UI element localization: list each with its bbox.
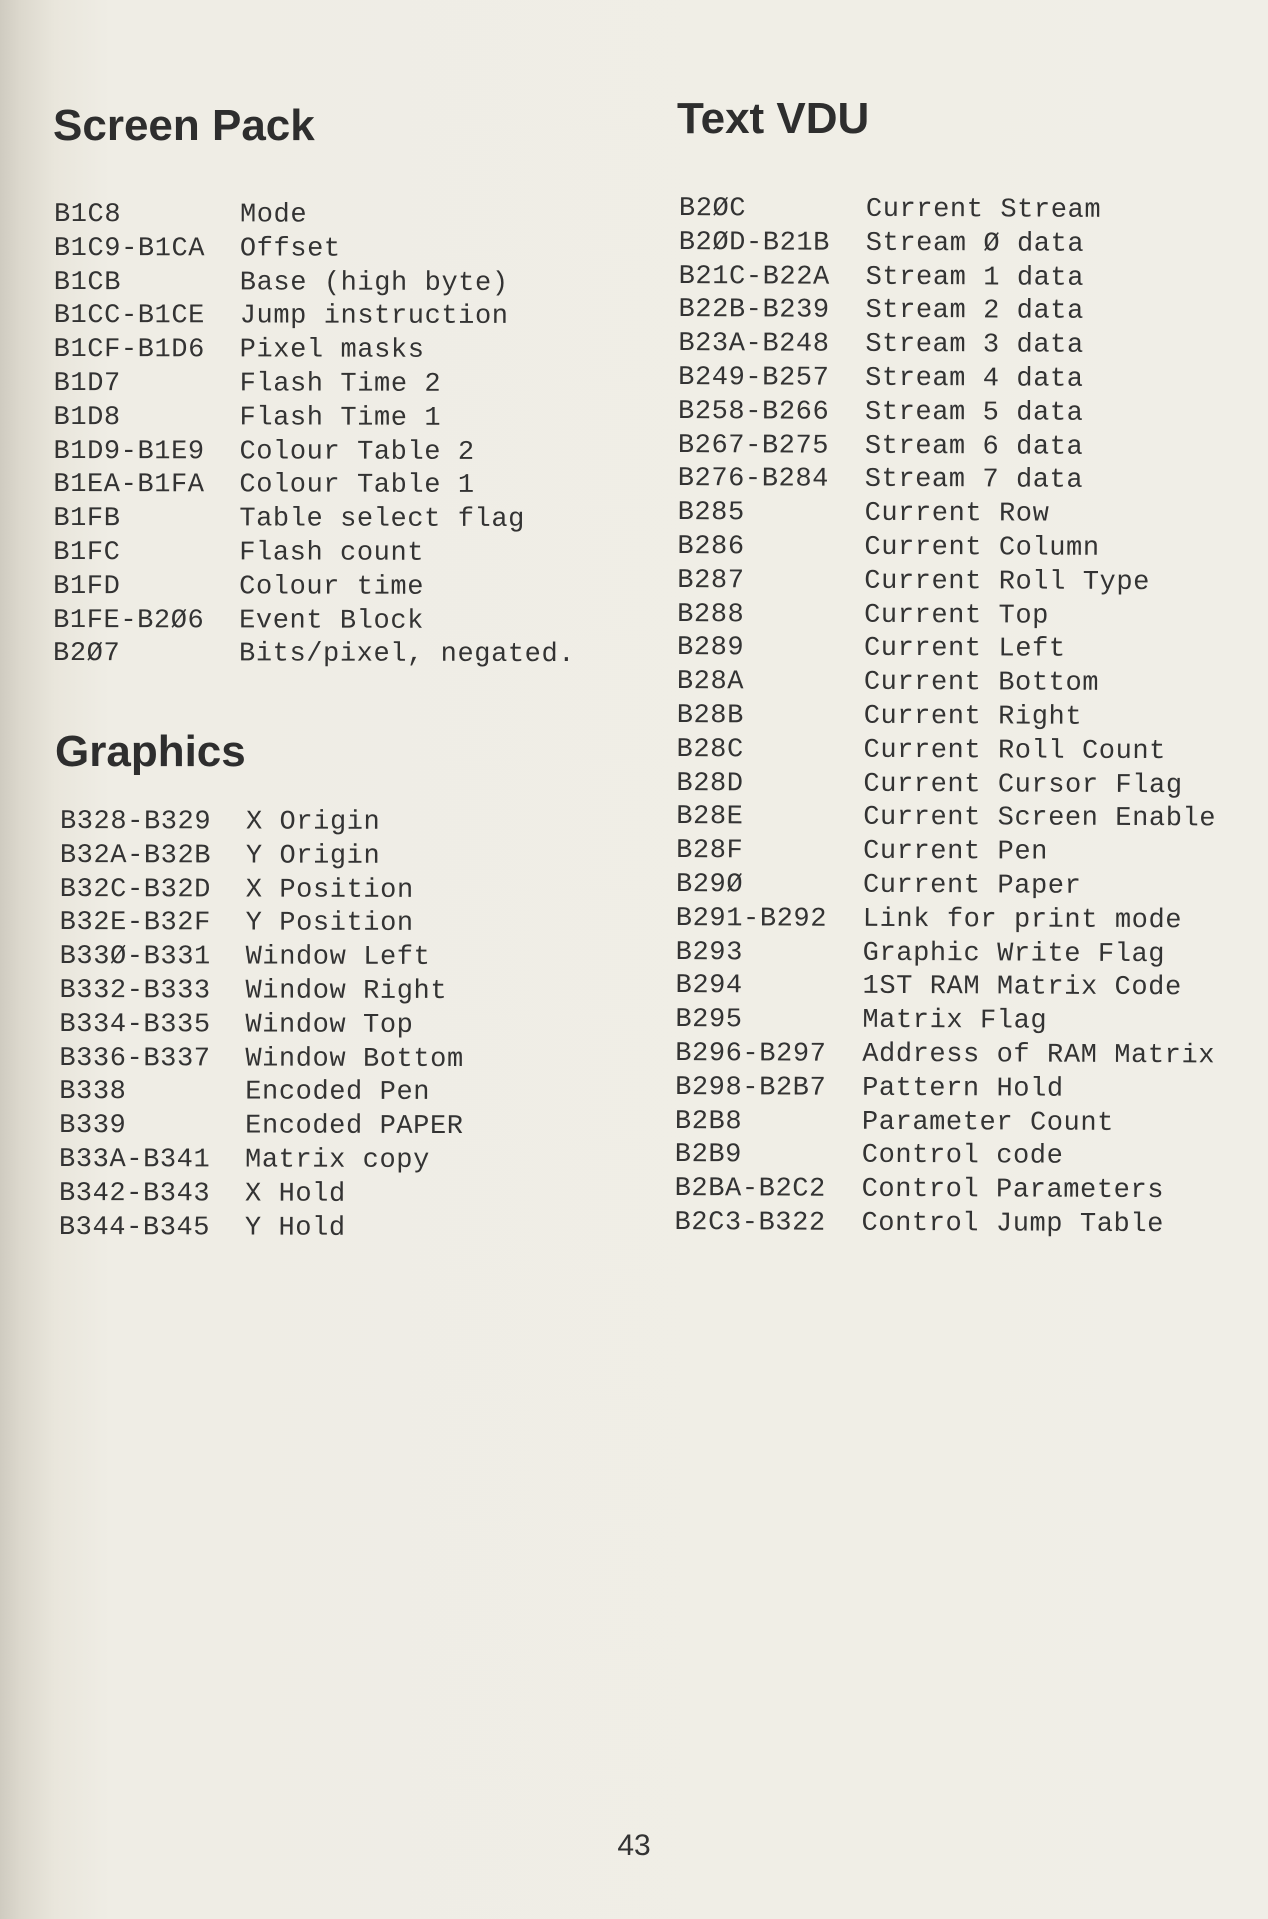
address-cell: B339	[59, 1111, 127, 1142]
table-row	[678, 362, 1218, 398]
address-cell: B1D8	[53, 402, 121, 433]
table-row	[676, 801, 1216, 837]
memory-map-graphics	[59, 806, 465, 1246]
table-row	[60, 874, 465, 909]
description-cell: Current Stream	[865, 194, 1102, 226]
description-cell: Encoded PAPER	[245, 1111, 464, 1143]
address-cell: B296-B297	[675, 1038, 827, 1070]
table-row	[677, 565, 1217, 601]
table-row	[54, 199, 576, 234]
table-row	[60, 806, 465, 841]
table-row	[675, 1173, 1215, 1209]
table-row	[676, 734, 1216, 770]
address-cell: B2ØD-B21B	[678, 227, 831, 259]
description-cell: Matrix Flag	[862, 1005, 1048, 1037]
table-row	[59, 1009, 464, 1044]
address-cell: B249-B257	[678, 362, 830, 394]
address-cell: B2B9	[674, 1140, 743, 1171]
description-cell: Current Roll Count	[863, 735, 1167, 767]
address-cell: B336-B337	[59, 1043, 211, 1074]
address-cell: B1FD	[53, 571, 121, 602]
table-row	[59, 1212, 464, 1247]
table-row	[678, 294, 1218, 330]
address-cell: B32A-B32B	[59, 840, 212, 872]
address-cell: B2ØC	[678, 193, 747, 225]
table-row	[677, 632, 1217, 668]
address-cell: B2B8	[674, 1106, 743, 1137]
address-cell: B286	[677, 531, 745, 563]
table-row	[59, 1144, 464, 1179]
table-row	[676, 768, 1216, 804]
description-cell: Current Left	[863, 634, 1066, 666]
address-cell: B342-B343	[58, 1178, 211, 1210]
memory-map-text-vdu	[674, 193, 1218, 1243]
address-cell: B29Ø	[675, 869, 744, 901]
table-row	[675, 1072, 1215, 1108]
description-cell: Offset	[239, 234, 341, 265]
description-cell: X Hold	[244, 1179, 346, 1210]
table-row	[677, 599, 1217, 635]
table-row	[675, 1004, 1215, 1040]
description-cell: Y Origin	[245, 841, 381, 872]
table-row	[53, 436, 575, 471]
address-cell: B332-B333	[59, 975, 211, 1007]
address-cell: B293	[675, 937, 743, 968]
table-row	[54, 402, 576, 437]
address-cell: B287	[677, 565, 745, 597]
address-cell: B1D9-B1E9	[53, 436, 205, 467]
table-row	[54, 233, 576, 268]
table-row	[675, 970, 1215, 1006]
table-row	[53, 503, 575, 538]
table-row	[679, 227, 1219, 263]
description-cell: Stream 1 data	[865, 262, 1085, 294]
table-row	[678, 430, 1218, 466]
description-cell: Current Row	[864, 498, 1050, 530]
description-cell: X Position	[245, 875, 414, 906]
address-cell: B294	[675, 971, 743, 1002]
description-cell: Current Paper	[862, 870, 1082, 902]
address-cell: B1CF-B1D6	[53, 335, 205, 366]
section-heading-screen-pack: Screen Pack	[53, 101, 315, 150]
address-cell: B288	[677, 599, 745, 630]
table-row	[678, 328, 1218, 364]
table-row	[676, 835, 1216, 871]
address-cell: B328-B329	[59, 807, 212, 838]
address-cell: B285	[677, 498, 745, 529]
description-cell: Current Bottom	[863, 667, 1100, 699]
address-cell: B28A	[676, 667, 745, 698]
description-cell: Control code	[861, 1141, 1064, 1172]
table-row	[59, 1110, 464, 1145]
description-cell: Stream 3 data	[865, 330, 1084, 361]
description-cell: Stream 7 data	[864, 465, 1084, 497]
table-row	[60, 941, 465, 976]
description-cell: Current Top	[864, 600, 1050, 632]
table-row	[676, 937, 1216, 973]
description-cell: Window Top	[245, 1010, 414, 1041]
section-heading-graphics: Graphics	[55, 727, 246, 776]
description-cell: Stream 2 data	[865, 296, 1084, 328]
description-cell: Stream 5 data	[864, 397, 1084, 429]
table-row	[60, 907, 465, 942]
address-cell: B28D	[676, 768, 744, 799]
table-row	[678, 497, 1218, 533]
description-cell: Matrix copy	[245, 1145, 430, 1176]
description-cell: Bits/pixel, negated.	[239, 639, 576, 671]
address-cell: B338	[59, 1077, 127, 1108]
description-cell: Window Right	[245, 976, 448, 1007]
description-cell: Current Pen	[863, 836, 1049, 868]
address-cell: B1CB	[53, 267, 122, 298]
description-cell: 1ST RAM Matrix Code	[862, 972, 1182, 1004]
description-cell: Current Roll Type	[864, 566, 1151, 598]
address-cell: B33Ø-B331	[59, 942, 211, 973]
address-cell: B334-B335	[59, 1009, 211, 1041]
description-cell: Mode	[239, 200, 308, 231]
table-row	[676, 903, 1216, 939]
description-cell: Colour Table 1	[239, 470, 475, 502]
table-row	[677, 531, 1217, 567]
description-cell: Control Parameters	[861, 1174, 1165, 1207]
table-row	[675, 1038, 1215, 1074]
table-row	[678, 463, 1218, 499]
address-cell: B1CC-B1CE	[53, 301, 206, 332]
description-cell: X Origin	[245, 807, 381, 838]
address-cell: B291-B292	[675, 903, 828, 935]
table-row	[59, 1178, 464, 1213]
description-cell: Graphic Write Flag	[862, 938, 1166, 970]
description-cell: Pixel masks	[239, 335, 425, 366]
address-cell: B2BA-B2C2	[674, 1174, 826, 1205]
table-row	[54, 368, 576, 403]
description-cell: Current Screen Enable	[863, 803, 1217, 835]
description-cell: Y Hold	[244, 1213, 346, 1244]
description-cell: Current Column	[864, 532, 1100, 564]
memory-map-screen-pack	[53, 199, 576, 673]
description-cell: Address of RAM Matrix	[862, 1039, 1216, 1072]
description-cell: Stream 6 data	[864, 431, 1084, 463]
description-cell: Base (high byte)	[239, 267, 509, 299]
description-cell: Stream Ø data	[865, 228, 1085, 260]
section-heading-text-vdu: Text VDU	[677, 94, 870, 143]
address-cell: B1C8	[53, 200, 122, 231]
address-cell: B2C3-B322	[674, 1207, 826, 1239]
page-number: 43	[617, 1829, 651, 1862]
description-cell: Jump instruction	[239, 301, 509, 333]
description-cell: Flash Time 1	[239, 403, 442, 434]
description-cell: Current Cursor Flag	[863, 769, 1183, 801]
table-row	[677, 666, 1217, 702]
table-row	[53, 605, 575, 640]
table-row	[53, 571, 575, 606]
address-cell: B33A-B341	[59, 1144, 211, 1176]
address-cell: B22B-B239	[678, 295, 830, 327]
address-cell: B267-B275	[677, 430, 830, 462]
description-cell: Table select flag	[239, 504, 526, 536]
table-row	[53, 638, 575, 673]
address-cell: B289	[676, 633, 745, 664]
description-cell: Link for print mode	[862, 904, 1183, 936]
address-cell: B344-B345	[58, 1212, 211, 1243]
table-row	[675, 1139, 1215, 1175]
address-cell: B1FB	[53, 504, 121, 535]
table-row	[679, 261, 1219, 297]
address-cell: B28F	[676, 836, 744, 867]
address-cell: B1FC	[53, 537, 121, 569]
description-cell: Event Block	[239, 605, 424, 637]
address-cell: B28E	[676, 802, 744, 833]
description-cell: Encoded Pen	[245, 1077, 431, 1109]
description-cell: Stream 4 data	[865, 363, 1084, 395]
address-cell: B1D7	[53, 368, 121, 400]
address-cell: B276-B284	[677, 464, 830, 496]
address-cell: B258-B266	[677, 396, 830, 428]
description-cell: Current Right	[863, 701, 1083, 733]
address-cell: B23A-B248	[678, 329, 830, 360]
description-cell: Flash count	[239, 538, 425, 569]
description-cell: Y Position	[245, 908, 414, 940]
table-row	[53, 469, 575, 504]
description-cell: Colour Table 2	[239, 436, 475, 468]
address-cell: B32E-B32F	[59, 908, 211, 939]
table-row	[678, 396, 1218, 432]
address-cell: B295	[675, 1005, 743, 1036]
description-cell: Pattern Hold	[862, 1073, 1064, 1105]
table-row	[675, 1106, 1215, 1142]
table-row	[60, 840, 465, 875]
address-cell: B32C-B32D	[59, 874, 212, 905]
table-row	[677, 700, 1217, 736]
address-cell: B21C-B22A	[678, 261, 830, 293]
table-row	[53, 537, 575, 572]
address-cell: B28B	[676, 700, 745, 732]
address-cell: B1FE-B2Ø6	[53, 605, 205, 636]
description-cell: Window Left	[245, 942, 431, 974]
address-cell: B1C9-B1CA	[53, 233, 206, 265]
description-cell: Parameter Count	[861, 1107, 1115, 1139]
table-row	[54, 334, 576, 369]
description-cell: Flash Time 2	[239, 369, 442, 400]
table-row	[54, 300, 576, 335]
table-row	[59, 1043, 464, 1078]
table-row	[679, 193, 1219, 229]
address-cell: B28C	[676, 734, 744, 766]
table-row	[676, 869, 1216, 905]
table-row	[54, 267, 576, 302]
address-cell: B298-B2B7	[675, 1072, 827, 1104]
address-cell: B1EA-B1FA	[53, 470, 205, 501]
table-row	[59, 1076, 464, 1111]
description-cell: Control Jump Table	[861, 1208, 1165, 1241]
description-cell: Colour time	[239, 572, 425, 603]
table-row	[674, 1207, 1214, 1243]
description-cell: Window Bottom	[245, 1044, 464, 1075]
address-cell: B2Ø7	[53, 639, 121, 670]
table-row	[59, 975, 464, 1010]
